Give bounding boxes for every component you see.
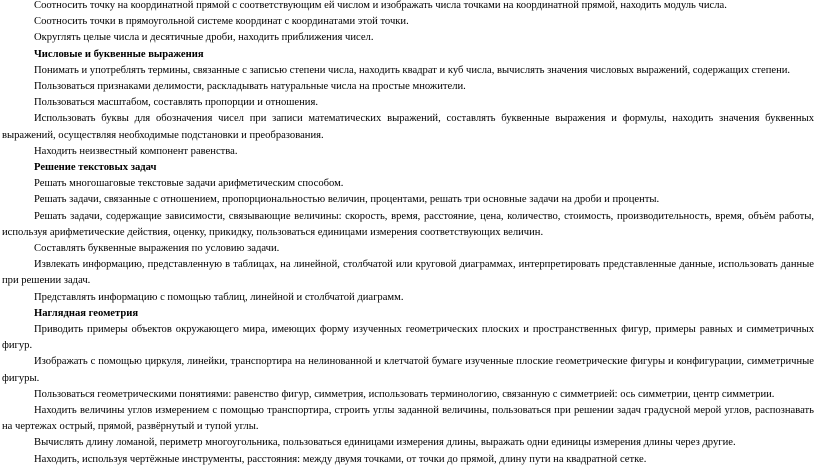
paragraph: Понимать и употреблять термины, связанные с записью степени числа, находить квадрат и куб числа, вычислять значения числовых выражений, содержащих степени.	[34, 64, 791, 76]
paragraph: Приводить примеры объектов окружающего мира, имеющих форму изученных геометрических плоских и пространственных фигур, примеры равных и симметричных фигур.	[2, 324, 814, 352]
paragraph: Пользоваться признаками делимости, раскладывать натуральные числа на простые множители.	[34, 81, 466, 93]
paragraph: Пользоваться масштабом, составлять пропорции и отношения.	[34, 97, 318, 109]
section-heading: Числовые и буквенные выражения	[34, 48, 204, 60]
paragraph: Решать многошаговые текстовые задачи арифметическим способом.	[34, 178, 344, 190]
paragraph: Решать задачи, содержащие зависимости, связывающие величины: скорость, время, расстояние, цена, количество, стоимость, производительность, время, объём работы, используя арифметические действия, оценку, прикидку, пользоваться единицами измерения соответствующих величин.	[2, 210, 814, 238]
paragraph: Изображать с помощью циркуля, линейки, транспортира на нелинованной и клетчатой бумаге изученные плоские геометрические фигуры и конфигурации, симметричные фигуры.	[2, 356, 814, 384]
paragraph: Составлять буквенные выражения по условию задачи.	[34, 243, 280, 255]
paragraph: Округлять целые числа и десятичные дроби, находить приближения чисел.	[34, 32, 374, 44]
paragraph: Находить величины углов измерением с помощью транспортира, строить углы заданной величины, пользоваться при решении задач градусной мерой углов, распознавать на чертежах острый, прямой, развёрнутый и тупой углы.	[2, 405, 814, 433]
paragraph: Вычислять длину ломаной, периметр многоугольника, пользоваться единицами измерения длины, выражать одни единицы измерения длины через другие.	[34, 437, 736, 449]
paragraph: Использовать буквы для обозначения чисел при записи математических выражений, составлять буквенные выражения и формулы, находить значения буквенных выражений, осуществляя необходимые подстановки и преобразования.	[2, 113, 814, 141]
paragraph: Пользоваться геометрическими понятиями: равенство фигур, симметрия, использовать терминологию, связанную с симметрией: ось симметрии, центр симметрии.	[34, 388, 775, 400]
paragraph: Решать задачи, связанные с отношением, пропорциональностью величин, процентами, решать три основные задачи на дроби и проценты.	[34, 194, 660, 206]
paragraph: Находить, используя чертёжные инструменты, расстояния: между двумя точками, от точки до прямой, длину пути на квадратной сетке.	[34, 453, 647, 465]
section-heading: Наглядная геометрия	[34, 307, 139, 319]
section-heading: Решение текстовых задач	[34, 162, 157, 174]
paragraph: Извлекать информацию, представленную в таблицах, на линейной, столбчатой или круговой диаграммах, интерпретировать представленные данные, использовать данные при решении задач.	[2, 259, 814, 287]
paragraph: Находить неизвестный компонент равенства.	[34, 145, 238, 157]
paragraph: Соотносить точки в прямоугольной системе координат с координатами этой точки.	[34, 16, 409, 28]
paragraph: Представлять информацию с помощью таблиц, линейной и столбчатой диаграмм.	[34, 291, 404, 303]
paragraph: Соотносить точку на координатной прямой с соответствующим ей числом и изображать числа точками на координатной прямой, находить модуль числа.	[34, 0, 727, 11]
